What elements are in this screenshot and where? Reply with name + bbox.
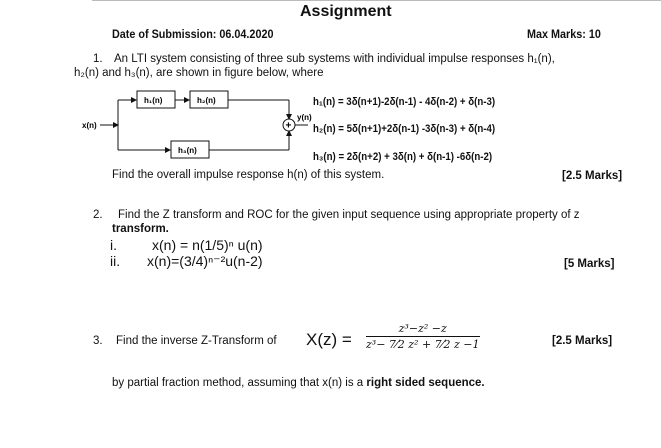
submission-date: Date of Submission: 06.04.2020: [112, 27, 274, 41]
h1-block-label: h₁(n): [144, 96, 163, 105]
sum-sign: +: [285, 120, 292, 132]
q3-footer-bold: right sided sequence.: [366, 377, 485, 389]
q1-text-line2: h₂(n) and h₃(n), are shown in figure below, where: [74, 67, 324, 79]
q3-text: Find the inverse Z-Transform of: [116, 335, 277, 347]
q1-task: Find the overall impulse response h(n) of this system.: [112, 169, 385, 181]
q3-footer: [112, 377, 485, 389]
h1-equation: h₁(n) = 3δ(n+1)-2δ(n-1) - 4δ(n-2) + δ(n-3): [313, 96, 496, 108]
h3-block-label: h₃(n): [178, 146, 197, 155]
q3-fraction: [366, 322, 480, 351]
q2-i-expression: x(n) = n(1/5)ⁿ u(n): [152, 237, 263, 253]
q2-marks: [5 Marks]: [564, 258, 615, 270]
q2-text-line2: transform.: [112, 223, 169, 235]
q3-function: X(z) =: [306, 330, 352, 349]
q3-denominator: z³− 7⁄2 z² + 7⁄2 z −1: [366, 338, 480, 351]
q2-ii-expression: x(n)=(3/4)ⁿ⁻²u(n-2): [147, 253, 263, 269]
q2-text-line1: Find the Z transform and ROC for the given input sequence using appropriate property of z: [118, 209, 580, 221]
h2-equation: h₂(n) = 5δ(n+1)+2δ(n-1) -3δ(n-3) + δ(n-4): [313, 123, 496, 135]
q2-ii-label: ii.: [110, 253, 121, 269]
q3-footer-text: by partial fraction method, assuming that x(n) is a: [112, 377, 364, 389]
q1-number: 1.: [93, 53, 103, 65]
q3-numerator: z³−z² −z: [366, 322, 480, 337]
top-border-line: [92, 0, 661, 1]
q2-number: 2.: [93, 209, 103, 221]
q1-text-line1: An LTI system consisting of three sub systems with individual impulse responses h₁(n),: [114, 53, 555, 65]
h2-block-label: h₂(n): [197, 96, 216, 105]
h3-equation: h₃(n) = 2δ(n+2) + 3δ(n) + δ(n-1) -6δ(n-2): [313, 151, 493, 163]
page-title: Assignment: [300, 3, 392, 20]
q3-marks: [2.5 Marks]: [552, 335, 613, 347]
q2-i-label: i.: [110, 237, 117, 253]
q1-marks: [2.5 Marks]: [562, 170, 623, 182]
input-label: x(n): [82, 121, 97, 130]
max-marks: Max Marks: 10: [527, 27, 601, 41]
output-label: y(n): [297, 113, 312, 122]
block-diagram: [60, 86, 310, 166]
q3-number: 3.: [93, 335, 103, 347]
